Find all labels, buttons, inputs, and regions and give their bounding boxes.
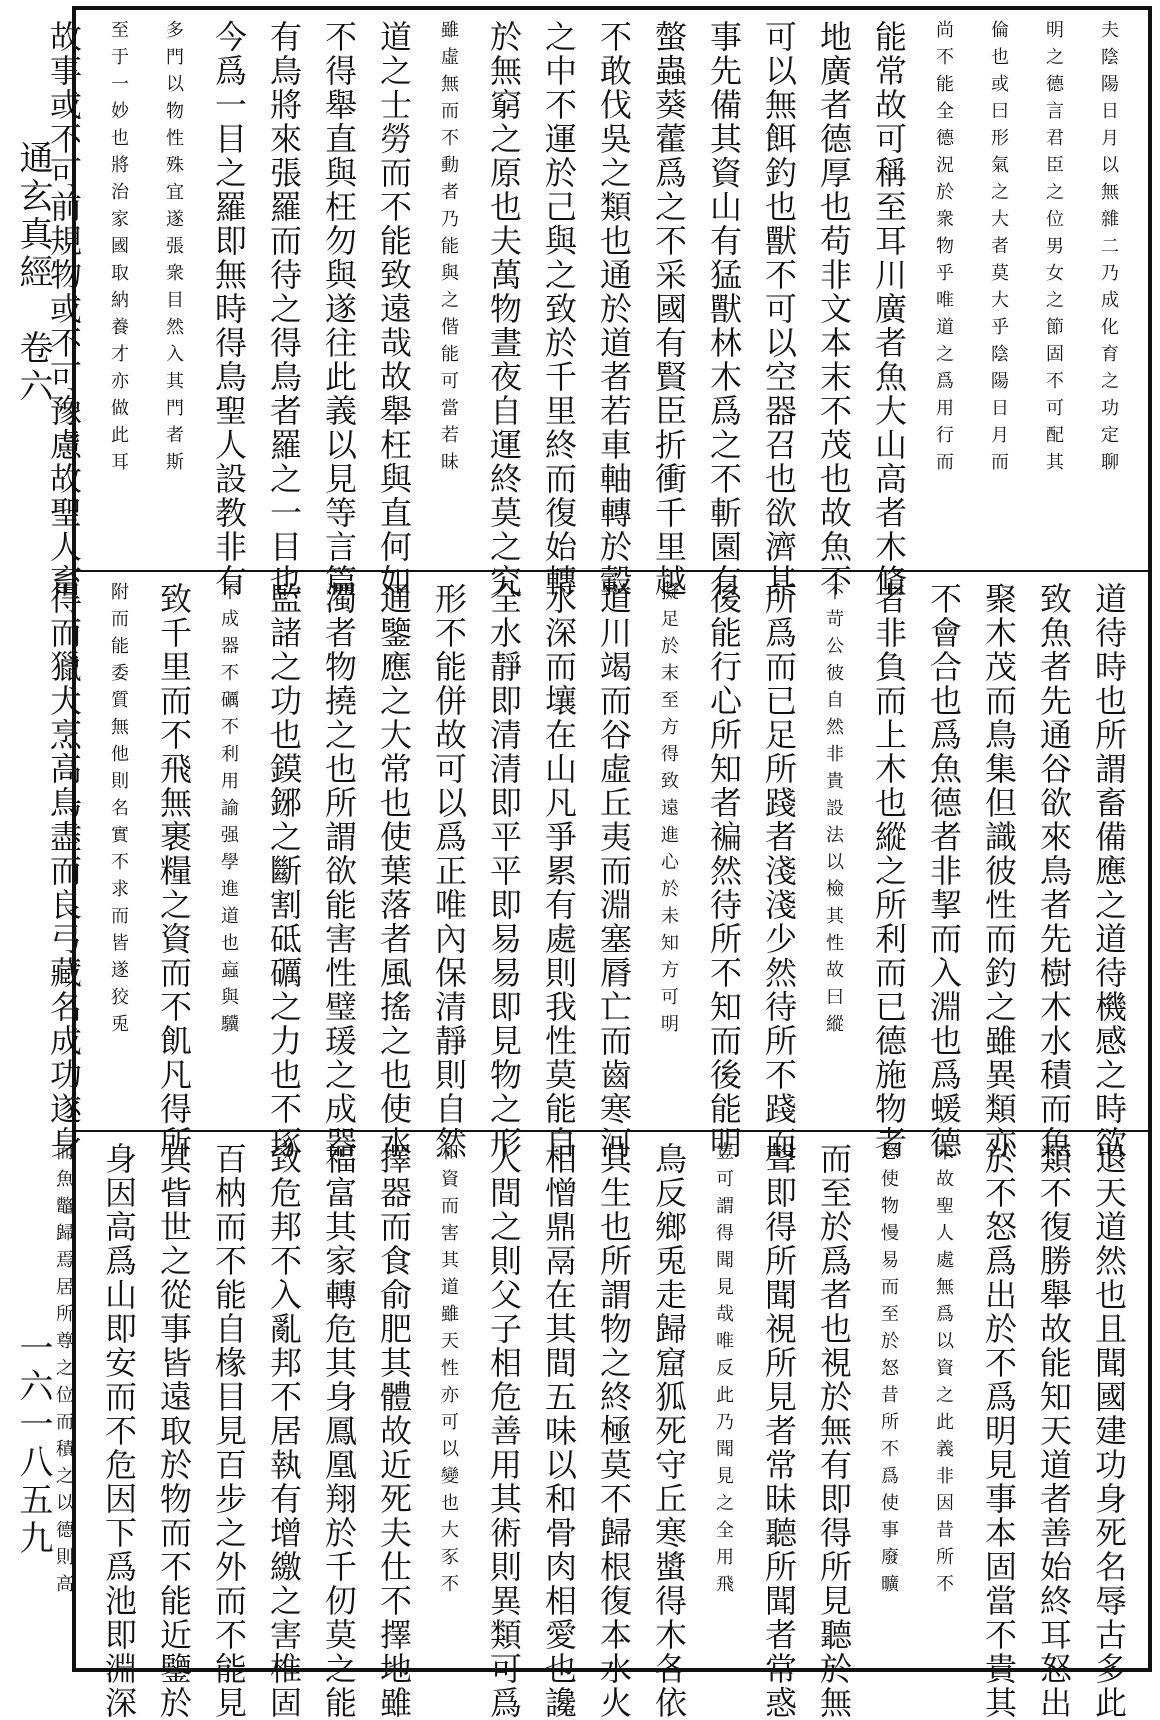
text-column: 有鳥將來張羅而待之得鳥者羅之一目也 [265,20,303,598]
text-column: 明之德言君臣之位男女之節固不可配其 [1043,20,1064,479]
text-columns [53,1142,1136,1720]
text-column: 其眥世之從事皆遠取於物而不能近鑒於 [155,1142,193,1720]
text-column: 不得舉直與枉勿與遂往此義以見等言篇 [320,20,358,598]
text-column: 於不怒爲出於不爲明見事本固當不貴其 [980,1142,1018,1720]
text-column: 所爲而已足所踐者淺淺少然待所不踐而 [760,582,798,1160]
text-column: 得而獵犬烹高鳥盡而良弓藏名成功遂身 [45,582,83,1160]
text-column: 夫陰陽日月以無雜二乃成化育之功定聊 [1098,20,1119,479]
text-column: 者非負而上木也縱之所利而已德施物者 [870,582,908,1160]
text-column: 全水靜即清清即平平即易易即見物之形 [485,582,523,1160]
text-column: 事先備其資山有猛獸林木爲之不斬園有 [705,20,743,598]
text-column: 至于一妙也將治家國取納養才亦做此耳 [108,20,129,479]
page-frame [45,6,1152,1720]
text-column: 通鑒應之大常也使葉落者風搖之也使水 [375,582,413,1160]
text-column: 百枘而不能自椽目見百步之外而不能見 [210,1142,248,1720]
text-column: 相憎鼎鬲在其間五味以和骨肉相愛也讒 [540,1142,578,1720]
text-column: 不苛公彼自然非貴設法以檢其性故曰縱 [823,582,844,1041]
text-column: 故事或不可前規物或不可豫慮故聖人畜 [45,20,83,598]
text-column: 豈可謂得聞見哉唯反此乃聞見之全用飛 [713,1142,734,1601]
text-column: 形不能併故可以爲正唯內保清靜則自然 [430,582,468,1160]
text-columns [45,582,1136,1160]
text-column: 而魚鼈歸焉居所尊之位而積之以德則高 [53,1142,74,1601]
text-column: 雖虛無而不動者乃能與之偕能可當若昧 [438,20,459,479]
text-column: 鳥反鄉兎走歸窟狐死守丘寒螿得木各依 [650,1142,688,1720]
page-number: 一六一八五九 [13,1330,53,1558]
text-column: 退天道然也且聞國建功身死名辱古多此 [1090,1142,1128,1720]
text-column: 可以無餌釣也獸不可以空器召也欲濟其 [760,20,798,598]
text-column: 怒使物慢易而至於怒昔所不爲使事廢曠 [878,1142,899,1601]
text-column: 其生也所謂物之終極莫不歸根復本水火 [595,1142,633,1720]
text-column: 不敢伐吳之類也通於道者若車軸轉於轂 [595,20,633,598]
book-title: 通玄真經 卷六 [13,140,53,406]
text-column: 致危邦不入亂邦不居執有增繳之害椎固 [265,1142,303,1720]
text-column: 類不復勝舉故能知天道者善始終耳怒出 [1035,1142,1073,1720]
text-column: 能常故可稱至耳川廣者魚大山高者木脩 [870,20,908,598]
text-column: 聲即得所聞視所見者常昧聽所聞者常惑 [760,1142,798,1720]
text-column: 監諸之功也鏌鋣之斷割砥礪之力也不琢 [265,582,303,1160]
text-panel-bottom [53,1130,1148,1720]
text-panel-middle [45,570,1148,1160]
text-column: 多門以物性殊宜遂張衆目然入其門者斯 [163,20,184,479]
text-column: 後能行心所知者褊然待所不知而後能明 [705,582,743,1160]
text-column: 身因高爲山即安而不危因下爲池即淵深 [100,1142,138,1720]
text-column: 和資而害其道雖天性亦可以變也大豕不 [438,1142,459,1601]
text-column: 致魚者先通谷欲來鳥者先樹木水積而魚 [1035,582,1073,1160]
text-column: 濁者物撓之也所謂欲能害性璧瑗之成器 [320,582,358,1160]
text-panel-top [45,10,1148,598]
text-column: 尚不能全德況於衆物乎唯道之爲用行而 [933,20,954,479]
text-column: 擬足於末至方得致遠進心於未知方可明 [658,582,679,1041]
text-columns [45,20,1136,598]
text-column: 而至於爲者也視於無有即得所見聽於無 [815,1142,853,1720]
text-column: 之中不運於己與之致於千里終而復始轉 [540,20,578,598]
text-column: 不會合也爲魚德者非挈而入淵也爲蝯德 [925,582,963,1160]
text-column: 地廣者德厚也苟非文本末不茂也故魚不 [815,20,853,598]
text-column: 致千里而不飛無裹糧之資而不飢凡得所 [155,582,193,1160]
text-column: 螫蟲葵藿爲之不采國有賢臣折衝千里越 [650,20,688,598]
text-column: 附而能委質無他則名實不求而皆遂狡兎 [108,582,129,1041]
text-column: 不成器不礪不利用諭强學進道也蝱與驥 [218,582,239,1041]
text-column: 人間之則父子相危善用其術則異類可爲 [485,1142,523,1720]
text-column: 今爲一目之羅即無時得鳥聖人設教非有 [210,20,248,598]
text-column: 道川竭而谷虛丘夷而淵塞脣亡而齒寒河 [595,582,633,1160]
text-column: 福富其家轉危其身鳳凰翔於千仞莫之能 [320,1142,358,1720]
text-column: 擇器而食俞肥其體故近死夫仕不擇地雖 [375,1142,413,1720]
text-column: 於無窮之原也夫萬物晝夜自運終莫之究 [485,20,523,598]
text-column: 末故聖人處無爲以資之此義非因昔所不 [933,1142,954,1601]
text-column: 聚木茂而鳥集但識彼性而釣之雖異類亦 [980,582,1018,1160]
text-column: 道待時也所謂畜備應之道待機感之時欲 [1090,582,1128,1160]
text-column: 水深而壤在山凡爭累有處則我性莫能自 [540,582,578,1160]
text-column: 倫也或曰形氣之大者莫大乎陰陽日月而 [988,20,1009,479]
text-column: 道之士勞而不能致遠哉故舉枉與直何如 [375,20,413,598]
